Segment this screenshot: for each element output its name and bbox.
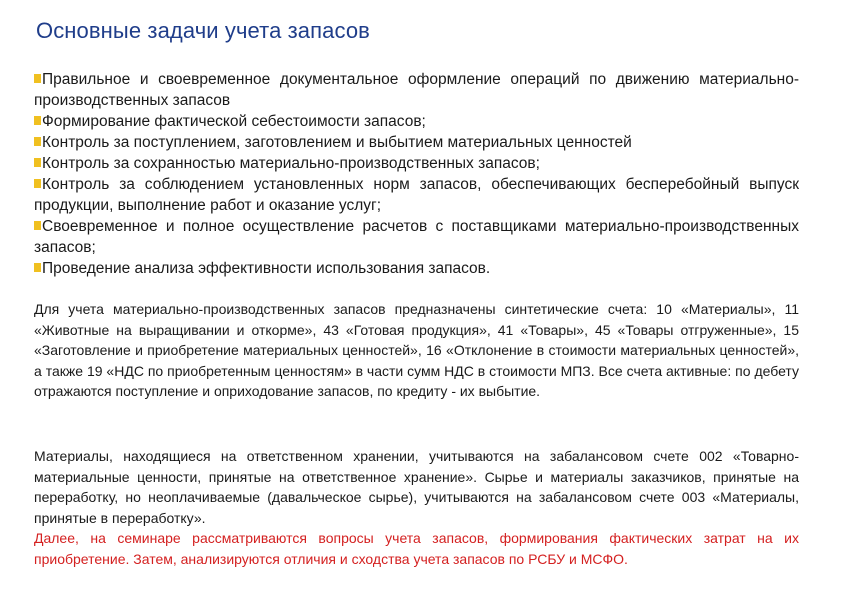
task-text: Формирование фактической себестоимости запасов;: [42, 113, 426, 130]
task-text: Проведение анализа эффективности использования запасов.: [42, 260, 491, 277]
square-bullet-icon: [34, 116, 41, 125]
list-item: [34, 216, 799, 258]
task-text: Контроль за сохранностью материально-производственных запасов;: [42, 155, 540, 172]
square-bullet-icon: [34, 263, 41, 272]
list-item: [34, 69, 799, 111]
off-balance-text: Материалы, находящиеся на ответственном хранении, учитываются на забалансовом счете 002 «Товарно-материальные ценности, принятые на ответственное хранение». Сырье и материалы заказчиков, принятые на переработку, но неоплачиваемые (давальческое сырье), учитываются на забалансовом счете 003 «Материалы, принятые в переработку».: [34, 448, 799, 526]
task-text: Контроль за соблюдением установленных норм запасов, обеспечивающих бесперебойный выпуск продукции, выполнение работ и оказание услуг;: [34, 176, 799, 214]
square-bullet-icon: [34, 74, 41, 83]
seminar-note: Далее, на семинаре рассматриваются вопросы учета запасов, формирования фактических затрат на их приобретение. Затем, анализируются отличия и сходства учета запасов по РСБУ и МСФО.: [34, 530, 799, 567]
list-item: [34, 258, 799, 279]
square-bullet-icon: [34, 221, 41, 230]
square-bullet-icon: [34, 179, 41, 188]
list-item: [34, 132, 799, 153]
list-item: [34, 174, 799, 216]
task-text: Контроль за поступлением, заготовлением и выбытием материальных ценностей: [42, 134, 632, 151]
task-text: Правильное и своевременное документальное оформление операций по движению материально-производственных запасов: [34, 71, 799, 109]
accounts-paragraph: Для учета материально-производственных запасов предназначены синтетические счета: 10 «Материалы», 11 «Животные на выращивании и откорме», 43 «Готовая продукция», 41 «Товары», 45 «Товары отгруженные», 15 «Заготовление и приобретение материальных ценностей», 16 «Отклонение в стоимости материальных ценностей», а также 19 «НДС по приобретенным ценностям» в части сумм НДС в стоимости МПЗ. Все счета активные: по дебету отражаются поступление и оприходование запасов, по кредиту - их выбытие.: [34, 301, 799, 399]
list-item: [34, 111, 799, 132]
square-bullet-icon: [34, 137, 41, 146]
list-item: [34, 153, 799, 174]
task-text: Своевременное и полное осуществление расчетов с поставщиками материально-производственных запасов;: [34, 218, 799, 256]
page-title: Основные задачи учета запасов: [36, 18, 370, 43]
off-balance-paragraph: [34, 446, 799, 569]
square-bullet-icon: [34, 158, 41, 167]
tasks-list: [34, 69, 799, 279]
